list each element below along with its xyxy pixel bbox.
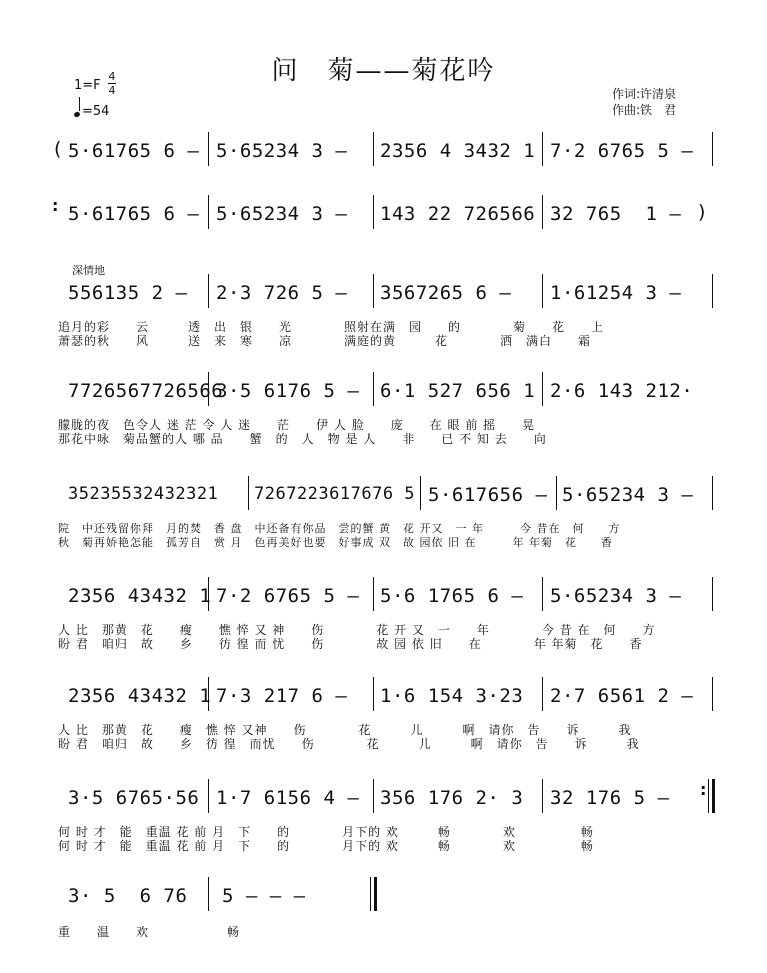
barline [208, 195, 209, 229]
measure: 32 176 5 – [550, 787, 670, 809]
repeat-end-icon: : [700, 780, 707, 799]
lyricist-credit: 作词:许清泉 [612, 87, 677, 101]
measure: 3· 5 6 76 [68, 885, 188, 907]
barline [542, 577, 543, 611]
measure: 5·65234 3 – [216, 203, 348, 225]
time-signature-bottom: 4 [108, 84, 116, 97]
final-barline [370, 877, 371, 911]
tempo-value: =54 [82, 104, 110, 119]
barline [542, 677, 543, 711]
lyrics-verse-2: 那花中咏 菊品蟹的人 哪 品 蟹 的 人 物 是 人 非 已 不 知 去 向 [58, 432, 547, 446]
lyrics-verse-2: 秋 菊再娇艳怎能 孤芳自 赏 月 色再美好也要 好事成 双 故 园依 旧 在 年 年菊 花 香 [58, 536, 613, 549]
measure: 1·7 6156 4 – [216, 787, 360, 809]
measure: 7·2 6765 5 – [216, 585, 360, 607]
key-signature: 1=F [74, 78, 101, 93]
lyrics-verse-2: 盼 君 咱归 故 乡 彷 徨 而忧 伤 花 儿 啊 请你 告 诉 我 [58, 737, 640, 751]
time-signature-top: 4 [108, 70, 116, 83]
measure: 32 765 1 – [550, 203, 682, 225]
measure: 1·6 154 3·23 [380, 685, 524, 707]
measure: 5·65234 3 – [550, 585, 682, 607]
measure: 2356 43432 1 [68, 685, 212, 707]
barline [542, 274, 543, 308]
barline [556, 476, 557, 510]
lyrics-verse-1: 何 时 才 能 重温 花 前 月 下 的 月下的 欢 畅 欢 畅 [58, 825, 594, 839]
measure: 5·617656 – [428, 484, 548, 506]
note-stem-icon [79, 97, 80, 111]
lyrics-verse-2: 何 时 才 能 重温 花 前 月 下 的 月下的 欢 畅 欢 畅 [58, 839, 594, 853]
barline [208, 132, 209, 166]
barline [208, 779, 209, 813]
measure: 556135 2 – [68, 282, 188, 304]
barline [208, 372, 209, 406]
lyrics-verse-1: 人 比 那黄 花 瘦 憔 悴 又神 伤 花 儿 啊 请你 告 诉 我 [58, 723, 632, 737]
barline [373, 677, 374, 711]
open-paren: ( [54, 138, 62, 160]
repeat-barline [708, 779, 709, 813]
measure: 3567265 6 – [380, 282, 512, 304]
measure: 356 176 2· 3 [380, 787, 524, 809]
measure: 3·5 6765·56 [68, 787, 200, 809]
lyrics-verse-1: 追月的彩 云 透 出 银 光 照射在满 园 的 菊 花 上 [58, 320, 605, 334]
time-signature [108, 70, 116, 97]
lyrics-verse-1: 人 比 那黄 花 瘦 憔 悴 又 神 伤 花 开 又 一 年 今 昔 在 何 方 [58, 623, 656, 637]
barline [208, 274, 209, 308]
measure: 2356 4 3432 1 [380, 140, 536, 162]
barline [373, 195, 374, 229]
barline [373, 274, 374, 308]
lyrics-verse-2: 盼 君 咱归 故 乡 彷 徨 而 忧 伤 故 园 依 旧 在 年 年菊 花 香 [58, 637, 643, 651]
barline [373, 132, 374, 166]
measure: 2356 43432 1 [68, 585, 212, 607]
barline [373, 779, 374, 813]
barline [712, 274, 713, 308]
measure: 35235532432321 [68, 484, 219, 504]
measure: 3·5 6176 5 – [216, 380, 360, 402]
barline [208, 577, 209, 611]
song-title: 问 菊——菊花吟 [271, 56, 496, 86]
expression-marking: 深情地 [72, 264, 105, 277]
barline [373, 372, 374, 406]
lyrics-verse-2: 萧瑟的秋 风 送 来 寒 凉 满庭的黄 花 洒 满白 霜 [58, 334, 592, 348]
lyrics-verse-1: 院 中还残留你拜 月的焚 香 盘 中还备有你品 尝的蟹 黄 花 开又 一 年 今 昔在 何 方 [58, 522, 621, 535]
measure: 5·65234 3 – [216, 140, 348, 162]
composer-credit: 作曲:铁 君 [612, 103, 677, 117]
quarter-note-icon [73, 111, 80, 118]
measure: 1·61254 3 – [550, 282, 682, 304]
tempo-marking [74, 101, 109, 119]
measure: 7·2 6765 5 – [550, 140, 694, 162]
lyrics-verse-1: 朦胧的夜 色令人 迷 茫 令 人 迷 茫 伊 人 脸 庞 在 眼 前 摇 晃 [58, 418, 536, 432]
barline [542, 132, 543, 166]
measure: 5 – – – [222, 885, 306, 907]
barline [542, 372, 543, 406]
measure: 6·1 527 656 1 [380, 380, 536, 402]
measure: 5·61765 6 – [68, 203, 200, 225]
close-paren: ) [698, 201, 706, 223]
measure: 5·61765 6 – [68, 140, 200, 162]
barline [542, 195, 543, 229]
barline [373, 577, 374, 611]
repeat-start-icon: : [52, 196, 59, 215]
measure: 7726567726566 [68, 380, 224, 402]
barline [208, 877, 209, 911]
barline [712, 677, 713, 711]
barline [712, 132, 713, 166]
barline [420, 476, 421, 510]
barline [208, 677, 209, 711]
barline [248, 476, 249, 510]
measure: 2·7 6561 2 – [550, 685, 694, 707]
measure: 7267223617676 5 [254, 484, 416, 504]
measure: 143 22 726566 [380, 203, 536, 225]
measure: 2·3 726 5 – [216, 282, 348, 304]
barline [712, 476, 713, 510]
measure: 7·3 217 6 – [216, 685, 348, 707]
credits [612, 86, 676, 118]
measure: 5·65234 3 – [562, 484, 694, 506]
measure: 2·6 143 212· [550, 380, 694, 402]
lyrics-verse-1: 重 温 欢 畅 [58, 925, 241, 939]
barline [712, 577, 713, 611]
barline [542, 779, 543, 813]
measure: 5·6 1765 6 – [380, 585, 524, 607]
